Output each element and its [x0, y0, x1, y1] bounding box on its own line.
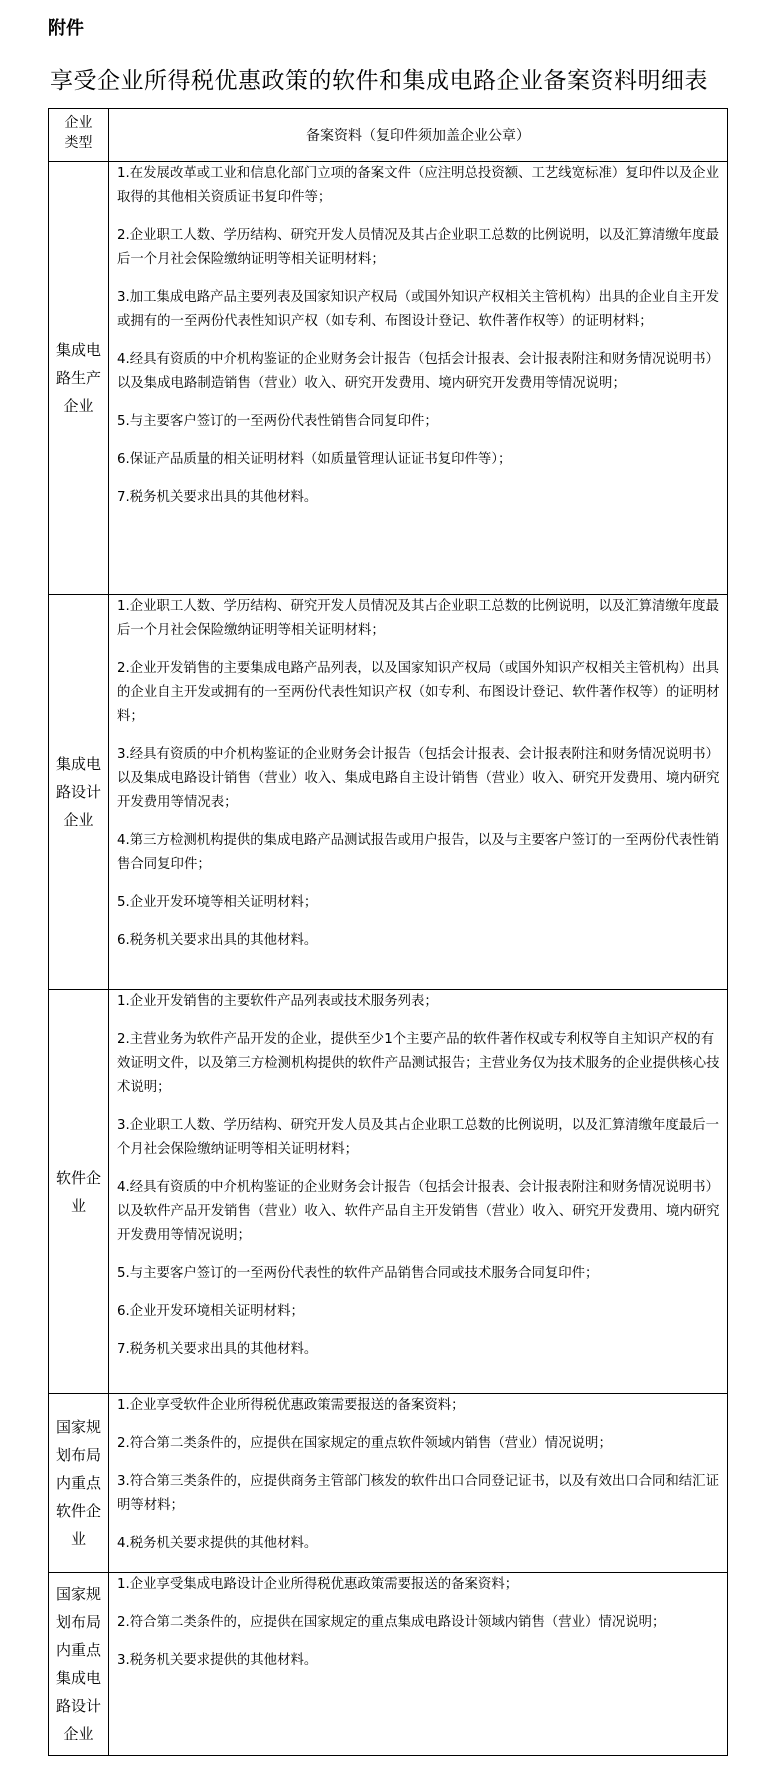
list-item: 1.在发展改革或工业和信息化部门立项的备案文件（应注明总投资额、工艺线宽标准）复印件以及企业取得的其他相关资质证书复印件等；	[117, 165, 719, 205]
enterprise-type-cell: 集成电路设计企业	[49, 594, 109, 990]
list-item: 2.符合第二类条件的，应提供在国家规定的重点软件领域内销售（营业）情况说明；	[117, 1435, 612, 1451]
list-item: 1.企业享受软件企业所得税优惠政策需要报送的备案资料；	[117, 1397, 465, 1413]
list-item: 2.企业开发销售的主要集成电路产品列表，以及国家知识产权局（或国外知识产权相关主管机构）出具的企业自主开发或拥有的一至两份代表性知识产权（如专利、布图设计登记、软件著作权等）的证明材料；	[117, 660, 720, 724]
list-item: 3.符合第三类条件的，应提供商务主管部门核发的软件出口合同登记证书，以及有效出口合同和结汇证明等材料；	[117, 1473, 719, 1513]
table-header-row	[49, 109, 728, 162]
table-row	[49, 161, 728, 594]
list-item: 5.与主要客户签订的一至两份代表性的软件产品销售合同或技术服务合同复印件；	[117, 1266, 599, 1282]
table-row	[49, 990, 728, 1393]
table-row	[49, 594, 728, 990]
enterprise-type-cell: 国家规划布局内重点软件企业	[49, 1393, 109, 1573]
list-item: 1.企业职工人数、学历结构、研究开发人员情况及其占企业职工总数的比例说明，以及汇算清缴年度最后一个月社会保险缴纳证明等相关证明材料；	[117, 598, 719, 638]
list-item: 4.税务机关要求提供的其他材料。	[117, 1535, 318, 1551]
list-item: 1.企业享受集成电路设计企业所得税优惠政策需要报送的备案资料；	[117, 1577, 519, 1593]
table-row	[49, 1573, 728, 1756]
enterprise-type-cell: 软件企业	[49, 990, 109, 1393]
list-item: 4.经具有资质的中介机构鉴证的企业财务会计报告（包括会计报表、会计报表附注和财务情况说明书）以及集成电路制造销售（营业）收入、研究开发费用、境内研究开发费用等情况说明；	[117, 351, 719, 391]
list-item: 2.符合第二类条件的，应提供在国家规定的重点集成电路设计领域内销售（营业）情况说明；	[117, 1615, 666, 1631]
enterprise-type-cell: 国家规划布局内重点集成电路设计企业	[49, 1573, 109, 1756]
attachment-label: 附件	[48, 18, 84, 39]
list-item: 6.保证产品质量的相关证明材料（如质量管理认证证书复印件等）；	[117, 451, 512, 467]
materials-cell	[109, 594, 728, 990]
enterprise-type-cell: 集成电路生产企业	[49, 161, 109, 594]
list-item: 7.税务机关要求出具的其他材料。	[117, 1342, 318, 1358]
list-item: 6.税务机关要求出具的其他材料。	[117, 932, 318, 948]
list-item: 3.税务机关要求提供的其他材料。	[117, 1653, 318, 1669]
materials-cell	[109, 990, 728, 1393]
list-item: 1.企业开发销售的主要软件产品列表或技术服务列表；	[117, 994, 438, 1010]
list-item: 3.加工集成电路产品主要列表及国家知识产权局（或国外知识产权相关主管机构）出具的企业自主开发或拥有的一至两份代表性知识产权（如专利、布图设计登记、软件著作权等）的证明材料；	[117, 289, 719, 329]
document-title: 享受企业所得税优惠政策的软件和集成电路企业备案资料明细表	[50, 68, 708, 94]
materials-cell	[109, 161, 728, 594]
materials-cell	[109, 1393, 728, 1573]
list-item: 6.企业开发环境相关证明材料；	[117, 1304, 304, 1320]
table-row	[49, 1393, 728, 1573]
list-item: 2.企业职工人数、学历结构、研究开发人员情况及其占企业职工总数的比例说明，以及汇算清缴年度最后一个月社会保险缴纳证明等相关证明材料；	[117, 227, 719, 267]
list-item: 2.主营业务为软件产品开发的企业，提供至少1个主要产品的软件著作权或专利权等自主知识产权的有效证明文件，以及第三方检测机构提供的软件产品测试报告；主营业务仅为技术服务的企业提供核心技术说明；	[117, 1032, 720, 1096]
list-item: 7.税务机关要求出具的其他材料。	[117, 489, 318, 505]
header-enterprise-type: 企业类型	[49, 109, 109, 162]
materials-cell	[109, 1573, 728, 1756]
list-item: 3.企业职工人数、学历结构、研究开发人员及其占企业职工总数的比例说明，以及汇算清缴年度最后一个月社会保险缴纳证明等相关证明材料；	[117, 1118, 719, 1158]
list-item: 4.经具有资质的中介机构鉴证的企业财务会计报告（包括会计报表、会计报表附注和财务情况说明书）以及软件产品开发销售（营业）收入、软件产品自主开发销售（营业）收入、研究开发费用、境内研究开发费用等情况说明；	[117, 1180, 720, 1244]
list-item: 5.企业开发环境等相关证明材料；	[117, 894, 318, 910]
list-item: 5.与主要客户签订的一至两份代表性销售合同复印件；	[117, 413, 438, 429]
header-filing-materials: 备案资料（复印件须加盖企业公章）	[109, 109, 728, 162]
list-item: 4.第三方检测机构提供的集成电路产品测试报告或用户报告，以及与主要客户签订的一至两份代表性销售合同复印件；	[117, 832, 719, 872]
filing-materials-table	[48, 108, 728, 1756]
list-item: 3.经具有资质的中介机构鉴证的企业财务会计报告（包括会计报表、会计报表附注和财务情况说明书）以及集成电路设计销售（营业）收入、集成电路自主设计销售（营业）收入、研究开发费用、境内研究开发费用等情况表；	[117, 746, 720, 810]
